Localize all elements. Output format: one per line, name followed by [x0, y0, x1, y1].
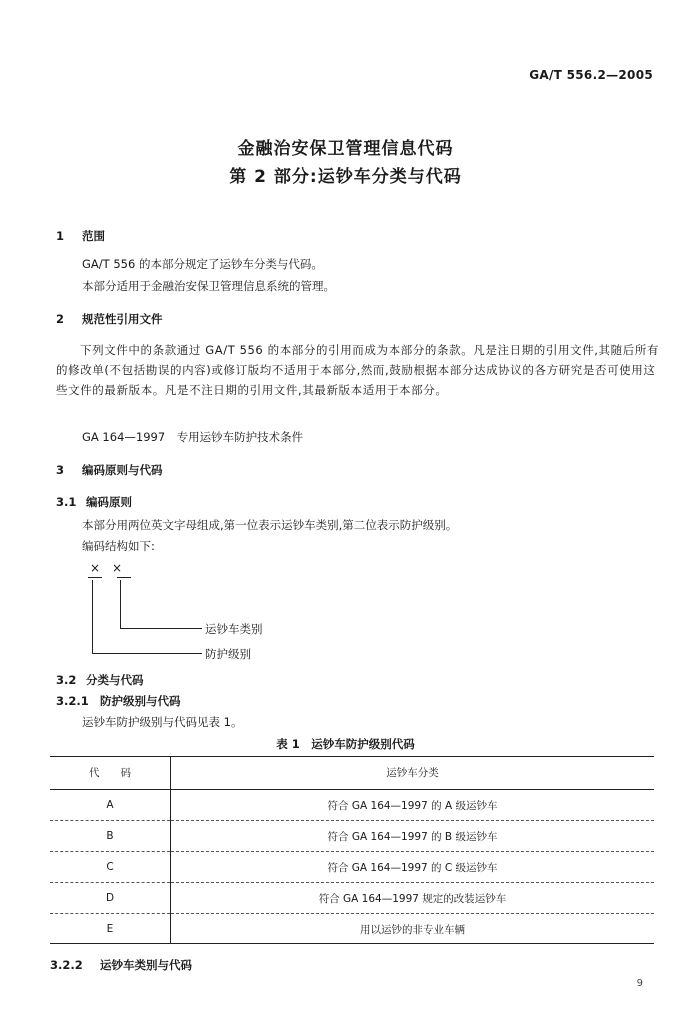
table-row	[50, 821, 654, 852]
section-number: 1	[56, 229, 65, 243]
description-cell: 符合 GA 164—1997 规定的改装运钞车	[171, 883, 655, 914]
paragraph: 本部分适用于金融治安保卫管理信息系统的管理。	[82, 279, 335, 293]
section-1-heading	[56, 228, 105, 244]
protection-level-table	[50, 756, 654, 944]
code-cell: E	[50, 914, 171, 945]
code-cell: D	[50, 883, 171, 914]
section-title: 防护级别与代码	[100, 694, 181, 708]
document-title: 金融治安保卫管理信息代码	[237, 139, 454, 159]
section-number: 3.2.2	[50, 958, 83, 972]
section-3-2-2-heading	[50, 957, 192, 973]
table-row	[50, 852, 654, 883]
section-number: 3.1	[56, 495, 77, 509]
connector-line	[92, 580, 93, 653]
header-code: 代 码	[50, 756, 171, 790]
section-title: 规范性引用文件	[82, 312, 163, 326]
paragraph: 运钞车防护级别与代码见表 1。	[82, 715, 243, 729]
section-title: 运钞车类别与代码	[100, 958, 192, 972]
paragraph: 本部分用两位英文字母组成,第一位表示运钞车类别,第二位表示防护级别。	[82, 518, 458, 532]
section-number: 3.2.1	[56, 694, 89, 708]
paragraph: 编码结构如下:	[82, 539, 155, 553]
table-row	[50, 883, 654, 914]
underline	[117, 577, 131, 578]
standard-number: GA/T 556.2—2005	[529, 68, 653, 82]
table-caption: 表 1 运钞车防护级别代码	[276, 737, 415, 751]
section-2-heading	[56, 311, 163, 327]
header-category: 运钞车分类	[171, 756, 655, 790]
description-cell: 用以运钞的非专业车辆	[360, 923, 465, 936]
connector-line	[120, 580, 121, 628]
paragraph: GA/T 556 的本部分规定了运钞车分类与代码。	[82, 257, 323, 271]
description-cell: 符合 GA 164—1997 的 A 级运钞车	[171, 790, 655, 821]
page-number: 9	[636, 978, 643, 989]
section-3-heading	[56, 462, 163, 478]
description-cell: 符合 GA 164—1997 的 B 级运钞车	[171, 821, 655, 852]
document-subtitle: 第 2 部分:运钞车分类与代码	[229, 167, 462, 187]
section-number: 3	[56, 463, 65, 477]
normative-reference: GA 164—1997 专用运钞车防护技术条件	[82, 430, 304, 444]
table-row	[50, 914, 654, 945]
code-cell: C	[50, 852, 171, 883]
connector-line	[92, 653, 202, 654]
section-3-1-heading	[56, 494, 132, 510]
code-symbols: × ×	[90, 561, 123, 575]
diagram-label-category: 运钞车类别	[205, 622, 263, 636]
section-number: 2	[56, 312, 65, 326]
description-cell: 符合 GA 164—1997 的 C 级运钞车	[171, 852, 655, 883]
diagram-label-protection: 防护级别	[205, 647, 251, 661]
connector-line	[120, 628, 202, 629]
section-3-2-1-heading	[56, 693, 181, 709]
table-row	[50, 790, 654, 821]
section-title: 范围	[82, 229, 105, 243]
code-cell: A	[50, 790, 171, 821]
underline	[88, 577, 102, 578]
section-3-2-heading	[56, 672, 144, 688]
section-title: 编码原则	[86, 495, 132, 509]
code-cell: B	[50, 821, 171, 852]
paragraph: 下列文件中的条款通过 GA/T 556 的本部分的引用而成为本部分的条款。凡是注日期的引用文件,其随后所有的修改单(不包括勘误的内容)或修订版均不适用于本部分,然而,鼓励根据本部分达成协议的各方研究是否可使用这些文件的最新版本。凡是不注日期的引用文件,其最新版本适用于本部分。	[56, 343, 660, 397]
section-number: 3.2	[56, 673, 77, 687]
section-title: 分类与代码	[86, 673, 144, 687]
section-title: 编码原则与代码	[82, 463, 163, 477]
table-header-row	[50, 756, 654, 790]
